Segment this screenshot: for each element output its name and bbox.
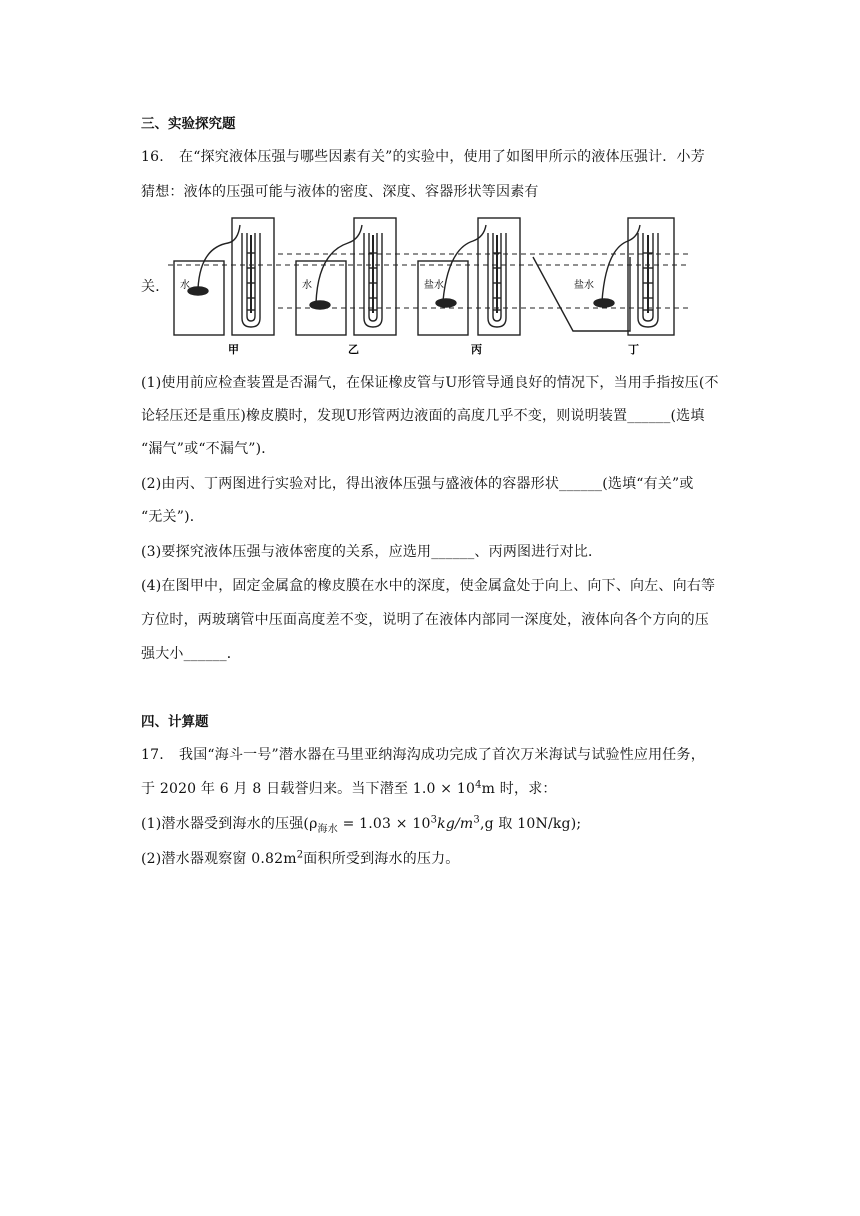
figure-label-ding: 丁 — [628, 343, 639, 355]
q16-part1-line-3: “漏气”或“不漏气”)． — [141, 441, 276, 457]
q17-part1-exponent-2: 3 — [473, 814, 480, 826]
q16-part1-line-1: (1)使用前应检查装置是否漏气，在保证橡皮管与U形管导通良好的情况下，当用手指按压(不 — [141, 375, 719, 391]
q16-part4-line-3: 强大小______． — [141, 646, 241, 662]
question-number: 16. — [141, 149, 164, 165]
q17-part1-a: (1)潜水器受到海水的压强(ρ — [141, 816, 318, 832]
question-number: 17. — [141, 747, 164, 763]
section-heading-calculation: 四、计算题 — [141, 714, 209, 730]
q17-part1-c: kg/m — [437, 816, 474, 832]
apparatus-yi — [296, 218, 396, 335]
q17-part2 — [141, 848, 460, 868]
question-17-line-2 — [141, 778, 557, 798]
liquid-label-jia: 水 — [180, 280, 190, 291]
q17-part2-b: 面积所受到海水的压力。 — [303, 851, 460, 867]
q16-part3: (3)要探究液体压强与液体密度的关系，应选用______、丙两图进行对比． — [141, 544, 603, 560]
apparatus-ding — [533, 218, 674, 335]
question-16-line-3: 关． — [141, 279, 170, 295]
q16-part2-line-2: “无关”)． — [141, 509, 204, 525]
q17-line2-exponent: 4 — [475, 779, 482, 791]
section-heading-experiment: 三、实验探究题 — [141, 116, 236, 132]
q17-part2-a: (2)潜水器观察窗 0.82m — [141, 851, 297, 867]
question-16-line-2: 猜想：液体的压强可能与液体的密度、深度、容器形状等因素有 — [141, 184, 539, 200]
apparatus-jia — [174, 218, 274, 335]
question-17-line-1 — [141, 744, 705, 764]
q17-part2-exponent: 2 — [296, 849, 304, 861]
q16-part1-line-2: 论轻压还是重压)橡皮膜时，发现U形管两边液面的高度几乎不变，则说明装置______(选填 — [141, 408, 705, 424]
q16-part4-line-2: 方位时，两玻璃管中压面高度差不变，说明了在液体内部同一深度处，液体向各个方向的压 — [141, 612, 709, 628]
question-16-stem-1: 在“探究液体压强与哪些因素有关”的实验中，使用了如图甲所示的液体压强计．小芳 — [179, 149, 705, 165]
question-16-line-1 — [141, 146, 705, 166]
q16-part2-line-1: (2)由丙、丁两图进行实验对比，得出液体压强与盛液体的容器形状______(选填“有关”或 — [141, 476, 694, 492]
figure-label-jia: 甲 — [228, 343, 239, 355]
apparatus-bing — [418, 218, 520, 335]
q16-part4-line-1: (4)在图甲中，固定金属盒的橡皮膜在水中的深度，使金属盒处于向上、向下、向左、向右等 — [141, 578, 716, 594]
q17-part1 — [141, 813, 581, 835]
pressure-gauge-figure — [168, 213, 688, 355]
question-17-stem-1: 我国“海斗一号”潜水器在马里亚纳海沟成功完成了首次万米海试与试验性应用任务， — [179, 747, 705, 763]
figure-label-bing: 丙 — [471, 343, 482, 355]
q17-part1-subscript: 海水 — [317, 823, 338, 835]
liquid-label-ding: 盐水 — [574, 280, 594, 291]
q17-line2-part-b: m 时，求： — [481, 781, 557, 797]
q17-part1-exponent: 3 — [430, 814, 438, 826]
figure-label-yi: 乙 — [348, 343, 359, 355]
liquid-label-yi: 水 — [302, 280, 312, 291]
liquid-label-bing: 盐水 — [424, 280, 444, 291]
q17-part1-b: = 1.03 × 10 — [337, 816, 431, 832]
q17-part1-d: ,g 取 10N/kg); — [479, 816, 582, 832]
q17-line2-part-a: 于 2020 年 6 月 8 日载誉归来。当下潜至 1.0 × 10 — [141, 781, 476, 797]
